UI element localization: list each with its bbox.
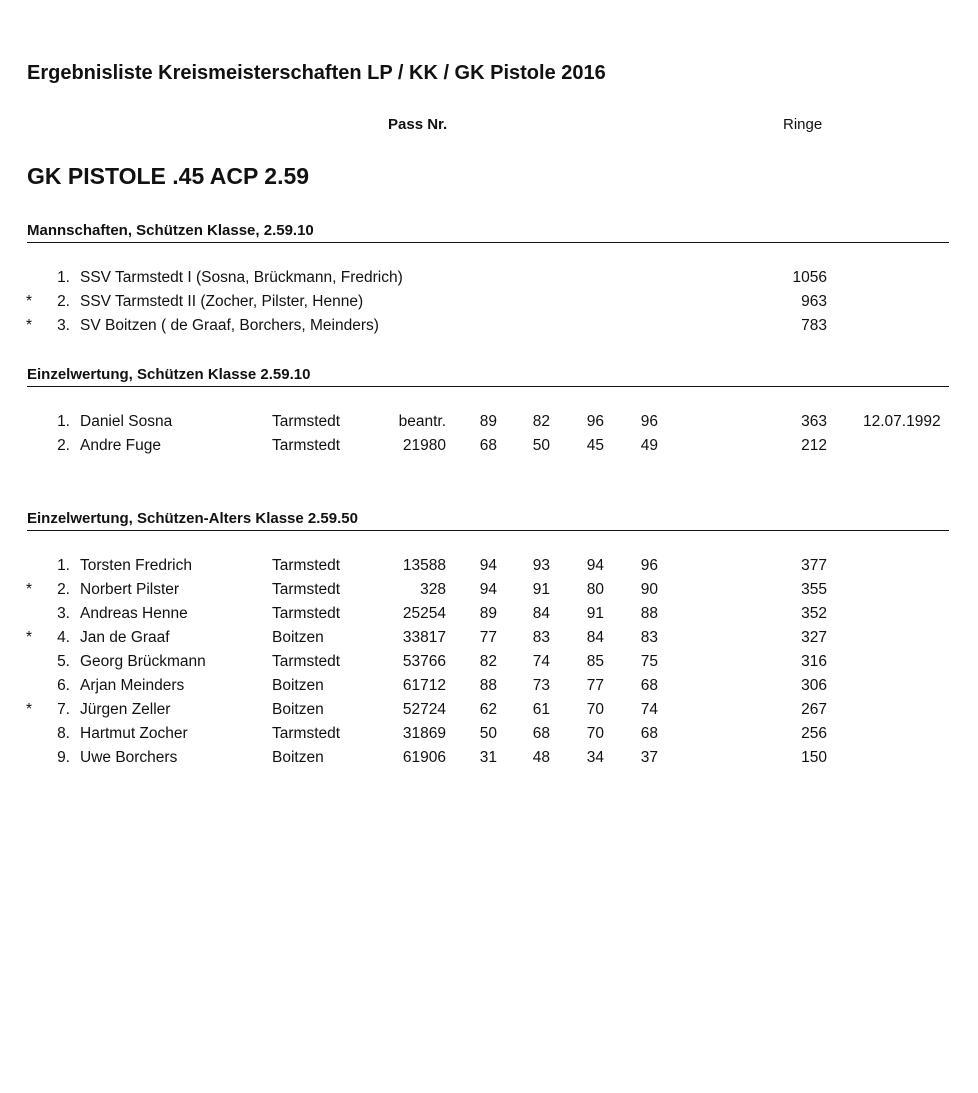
total-rings: 352 [801, 605, 827, 622]
series-3-score: 94 [586, 557, 604, 574]
total-rings: 327 [801, 629, 827, 646]
series-3-score: 91 [586, 605, 604, 622]
single-section-title: Einzelwertung, Schützen Klasse 2.59.10 [27, 366, 311, 383]
rank: 9. [57, 749, 70, 766]
single-section-header [27, 366, 949, 388]
series-4-score: 68 [640, 677, 658, 694]
total-rings: 963 [801, 293, 827, 310]
rank: 7. [57, 701, 70, 718]
rank: 2. [57, 293, 70, 310]
team-name: SSV Tarmstedt I (Sosna, Brückmann, Fredrich) [80, 269, 403, 286]
section-divider [27, 386, 949, 387]
shooter-name: Andre Fuge [80, 437, 161, 454]
series-1-score: 77 [479, 629, 497, 646]
shooter-name: Jürgen Zeller [80, 701, 171, 718]
total-rings: 783 [801, 317, 827, 334]
series-4-score: 37 [640, 749, 658, 766]
series-1-score: 89 [479, 413, 497, 430]
club-name: Tarmstedt [272, 557, 341, 574]
series-1-score: 88 [479, 677, 497, 694]
series-3-score: 70 [586, 701, 604, 718]
pass-number: 328 [420, 581, 446, 598]
pass-number: 25254 [402, 605, 446, 622]
series-4-score: 96 [640, 557, 658, 574]
series-4-score: 90 [640, 581, 658, 598]
mark-asterisk: * [26, 581, 33, 598]
club-name: Tarmstedt [272, 413, 341, 430]
club-name: Tarmstedt [272, 653, 341, 670]
series-1-score: 62 [479, 701, 497, 718]
rank: 1. [57, 557, 70, 574]
section-divider [27, 530, 949, 531]
shooter-name: Uwe Borchers [80, 749, 178, 766]
series-1-score: 94 [479, 557, 497, 574]
club-name: Tarmstedt [272, 581, 341, 598]
senior-section-title: Einzelwertung, Schützen-Alters Klasse 2.59.50 [27, 510, 358, 527]
pass-number: 21980 [402, 437, 446, 454]
mark-asterisk: * [26, 701, 33, 718]
series-1-score: 50 [479, 725, 497, 742]
series-4-score: 75 [640, 653, 658, 670]
team-row [0, 269, 978, 291]
table-row [0, 677, 978, 699]
discipline-title: GK PISTOLE .45 ACP 2.59 [27, 163, 310, 189]
rank: 2. [57, 437, 70, 454]
table-row [0, 653, 978, 675]
team-name: SSV Tarmstedt II (Zocher, Pilster, Henne) [80, 293, 364, 310]
team-name: SV Boitzen ( de Graaf, Borchers, Meinders) [80, 317, 379, 334]
total-rings: 256 [801, 725, 827, 742]
shooter-name: Andreas Henne [80, 605, 188, 622]
series-3-score: 96 [586, 413, 604, 430]
series-1-score: 68 [479, 437, 497, 454]
series-4-score: 96 [640, 413, 658, 430]
total-rings: 1056 [792, 269, 827, 286]
shooter-name: Daniel Sosna [80, 413, 173, 430]
pass-nr-header: Pass Nr. [388, 116, 448, 133]
total-rings: 306 [801, 677, 827, 694]
senior-section-header [27, 510, 949, 532]
series-3-score: 80 [586, 581, 604, 598]
series-1-score: 31 [479, 749, 497, 766]
pass-number: 52724 [402, 701, 446, 718]
mark-asterisk: * [26, 293, 33, 310]
series-3-score: 77 [586, 677, 604, 694]
series-1-score: 82 [479, 653, 497, 670]
rank: 3. [57, 605, 70, 622]
pass-number: 13588 [402, 557, 446, 574]
series-2-score: 91 [532, 581, 550, 598]
series-3-score: 84 [586, 629, 604, 646]
series-4-score: 68 [640, 725, 658, 742]
club-name: Boitzen [272, 749, 324, 766]
series-2-score: 61 [532, 701, 550, 718]
total-rings: 363 [801, 413, 827, 430]
shooter-name: Jan de Graaf [80, 629, 170, 646]
rank: 5. [57, 653, 70, 670]
total-rings: 355 [801, 581, 827, 598]
pass-number: 53766 [402, 653, 446, 670]
table-row [0, 749, 978, 771]
series-3-score: 34 [586, 749, 604, 766]
shooter-name: Georg Brückmann [80, 653, 206, 670]
team-row [0, 317, 978, 339]
club-name: Tarmstedt [272, 437, 341, 454]
series-4-score: 74 [640, 701, 658, 718]
rank: 8. [57, 725, 70, 742]
shooter-name: Torsten Fredrich [80, 557, 192, 574]
series-2-score: 48 [532, 749, 550, 766]
series-2-score: 68 [532, 725, 550, 742]
series-4-score: 83 [640, 629, 658, 646]
table-row [0, 437, 978, 459]
series-2-score: 50 [532, 437, 550, 454]
series-4-score: 88 [640, 605, 658, 622]
rank: 2. [57, 581, 70, 598]
rank: 1. [57, 269, 70, 286]
series-3-score: 85 [586, 653, 604, 670]
series-2-score: 73 [532, 677, 550, 694]
mark-asterisk: * [26, 317, 33, 334]
ringe-header: Ringe [783, 116, 823, 133]
table-row [0, 629, 978, 651]
team-row [0, 293, 978, 315]
pass-number: beantr. [398, 413, 446, 430]
series-2-score: 82 [532, 413, 550, 430]
total-rings: 150 [801, 749, 827, 766]
club-name: Boitzen [272, 629, 324, 646]
series-2-score: 74 [532, 653, 550, 670]
total-rings: 212 [801, 437, 827, 454]
mark-asterisk: * [26, 629, 33, 646]
total-rings: 377 [801, 557, 827, 574]
club-name: Boitzen [272, 701, 324, 718]
table-row [0, 413, 978, 435]
total-rings: 267 [801, 701, 827, 718]
table-row [0, 725, 978, 747]
total-rings: 316 [801, 653, 827, 670]
pass-number: 31869 [402, 725, 446, 742]
series-1-score: 94 [479, 581, 497, 598]
team-section-title: Mannschaften, Schützen Klasse, 2.59.10 [27, 222, 314, 239]
series-3-score: 70 [586, 725, 604, 742]
rank: 6. [57, 677, 70, 694]
rank: 3. [57, 317, 70, 334]
shooter-name: Norbert Pilster [80, 581, 180, 598]
page-title: Ergebnisliste Kreismeisterschaften LP / KK / GK Pistole 2016 [27, 62, 606, 84]
birth-date: 12.07.1992 [863, 413, 941, 430]
club-name: Boitzen [272, 677, 324, 694]
series-1-score: 89 [479, 605, 497, 622]
series-3-score: 45 [586, 437, 604, 454]
pass-number: 61712 [402, 677, 446, 694]
section-divider [27, 242, 949, 243]
table-row [0, 557, 978, 579]
rank: 4. [57, 629, 70, 646]
pass-number: 33817 [402, 629, 446, 646]
shooter-name: Arjan Meinders [80, 677, 185, 694]
table-row [0, 605, 978, 627]
table-row [0, 581, 978, 603]
pass-number: 61906 [402, 749, 446, 766]
shooter-name: Hartmut Zocher [80, 725, 188, 742]
series-4-score: 49 [640, 437, 658, 454]
team-section-header [27, 222, 949, 244]
series-2-score: 84 [532, 605, 550, 622]
club-name: Tarmstedt [272, 605, 341, 622]
series-2-score: 83 [532, 629, 550, 646]
series-2-score: 93 [532, 557, 550, 574]
table-row [0, 701, 978, 723]
rank: 1. [57, 413, 70, 430]
club-name: Tarmstedt [272, 725, 341, 742]
